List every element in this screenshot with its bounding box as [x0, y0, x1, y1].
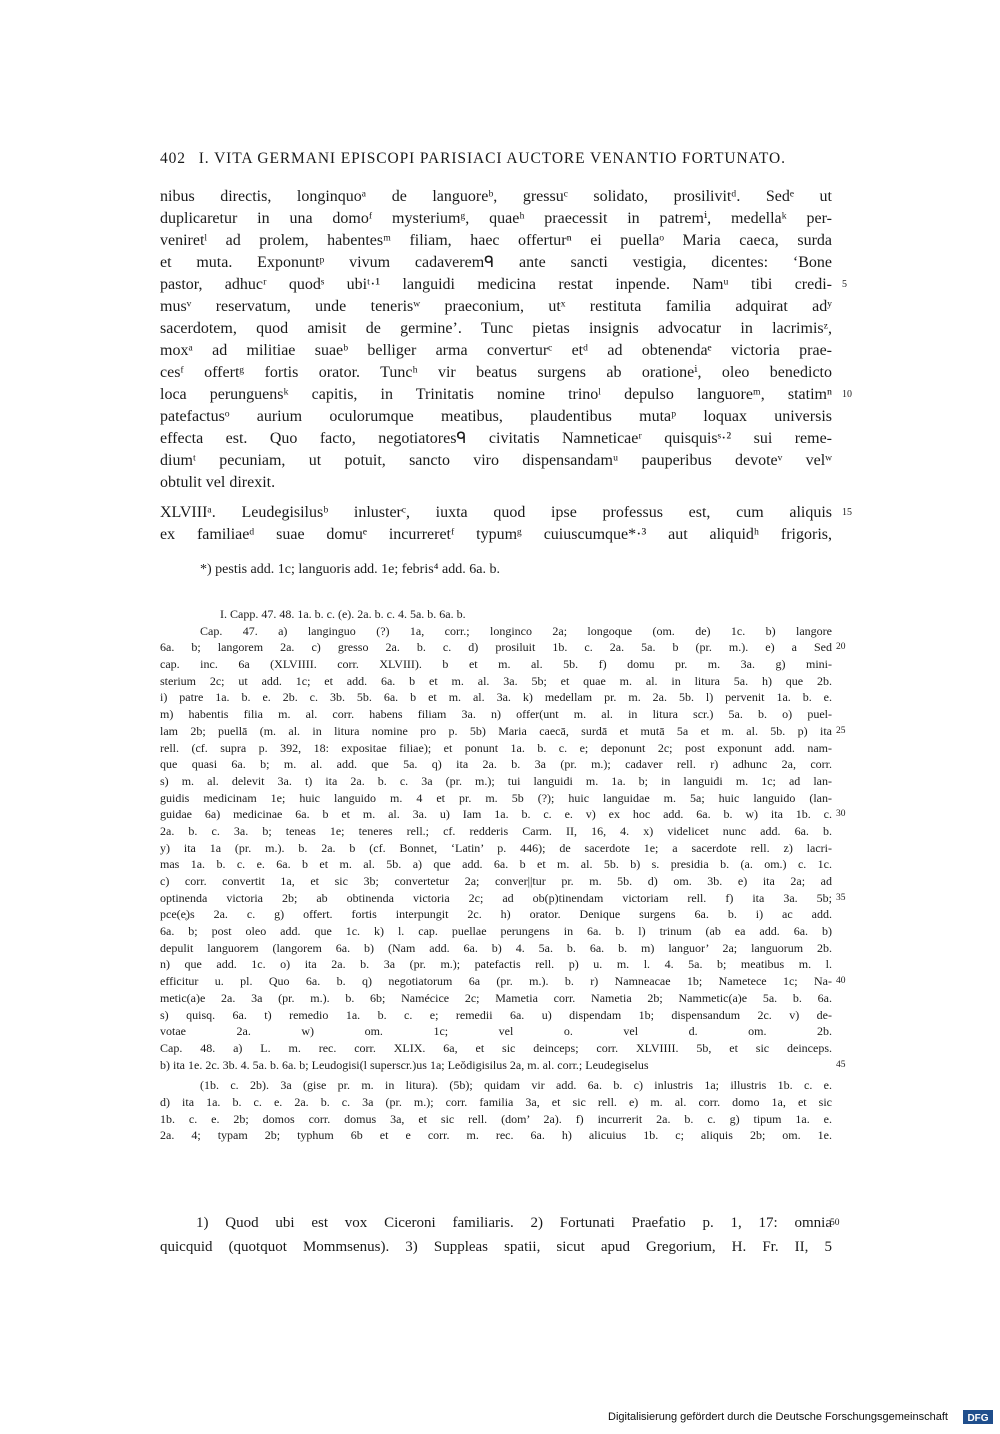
line-number: 15	[842, 507, 852, 518]
line-text: veniretˡ ad prolem, habentesᵐ filiam, haec offerturⁿ ei puellaᵒ Maria caeca, surda	[160, 232, 832, 249]
line-text: cap. inc. 6a (XLVIIII. corr. XLVIII). b et m. al. 5b. f) domu pr. m. 3a. g) mini-	[160, 657, 832, 672]
apparatus-line	[160, 806, 846, 823]
text-line	[160, 362, 832, 384]
apparatus-line	[160, 606, 832, 623]
apparatus-line	[160, 639, 846, 656]
text-line	[160, 384, 852, 406]
line-text: depulit languorem (langorem 6a. b) (Nam add. 6a. b) 4. 5a. b. 6a. b. m) languor’ 2a; languorum 2b.	[160, 940, 832, 955]
line-text: que quasi 6a. b; m. al. add. que 5a. q) ita 2a. b. 3a (pr. m.); cadaver rell. r) adhunc 2a, corr.	[160, 757, 832, 772]
apparatus-line	[160, 740, 832, 757]
line-text: 1) Quod ubi est vox Ciceroni familiaris. 2) Fortunati Praefatio p. 1, 17: omnia	[196, 1215, 832, 1231]
text-line	[160, 472, 832, 494]
line-text: pce(e̜)s 2a. c. g) offert. fortis interpungit 2c. h) orator. Denique surgens 6a. b. i) ac add.	[160, 907, 832, 922]
line-text: lam 2b; puellā (m. al. in litura nomine pro p. 5b) Maria caecā, surdā et mutā 5a et m. al. 5b. p) ita	[160, 723, 832, 738]
line-text: 2a. 4; typam 2b; typhum 6b et e corr. m. rec. 6a. h) alicuius 1b. c; aliquis 2b; om. 1e.	[160, 1128, 832, 1143]
line-text: mas 1a. b. c. e. 6a. b et m. al. 5b. a) que add. 6a. b et m. al. 5b. b) s. presidia b. (a. om.) c. 1c.	[160, 857, 832, 872]
line-number: 45	[836, 1059, 846, 1070]
apparatus-line	[160, 773, 832, 790]
funding-credit: Digitalisierung gefördert durch die Deutsche Forschungsgemeinschaft	[608, 1411, 948, 1423]
apparatus-line	[160, 1007, 832, 1024]
line-number: 20	[836, 642, 846, 653]
line-number: 10	[842, 389, 852, 400]
apparatus-line	[160, 973, 846, 990]
line-text: loca perunguensᵏ capitis, in Trinitatis nomine trinoˡ depulso languoreᵐ, statimⁿ	[160, 386, 832, 403]
apparatus-line	[160, 890, 846, 907]
chapter-start-line	[160, 502, 852, 524]
line-text: musᵛ reservatum, unde tenerisʷ praeconium, utˣ restituta familia adquirat adʸ	[160, 298, 832, 315]
apparatus-line	[160, 906, 832, 923]
text-line	[160, 318, 832, 340]
apparatus-line	[160, 1077, 832, 1094]
line-text: y) ita 1a (pr. m.). b. 2a. b (cf. Bonnet, ‘Latin’ p. 446); de sacerdote 1e; a sacerdote rell. z) lacri-	[160, 840, 832, 855]
line-text: diumᵗ pecuniam, ut potuit, sancto viro dispensandamᵘ pauperibus devoteᵛ velʷ	[160, 452, 832, 469]
line-text: guidae 6a) medicinae 6a. b et m. al. 3a. u) Iam 1a. b. c. e. v) ex hoc add. 6a. b. w) ita 1b. c.	[160, 807, 832, 822]
line-text: 2a. b. c. 3a. b; teneas 1e; teneres rell.; cf. redderis Carm. II, 16, 4. x) videlicet nunc add. 6a. b.	[160, 823, 832, 838]
apparatus-line	[160, 706, 832, 723]
line-text: ex familiaeᵈ suae domuᵉ incurreretᶠ typumᵍ cuiuscumque*·³ aut aliquidʰ frigoris,	[160, 526, 832, 543]
text-line	[160, 428, 832, 450]
text-line	[160, 296, 832, 318]
line-text: (1b. c. 2b). 3a (gise pr. m. in litura). (5b); quidam vir add. 6a. b. c) inlustris 1a; illustris 1b. c. e.	[200, 1078, 832, 1093]
line-text: rell. (cf. supra p. 392, 18: expositae filiae); et ponunt 1a. b. c. e; deponunt 2c; post exponunt add. nam-	[160, 740, 832, 755]
apparatus-line	[160, 1057, 846, 1074]
line-text: sacerdotem, quod amisit de germine’. Tunc pietas insignis advocatur in lacrimisᶻ,	[160, 320, 832, 337]
apparatus-line	[160, 840, 832, 857]
line-text: effecta est. Quo facto, negotiatoresᑫ civitatis Namneticaeʳ quisquisˢ·² sui reme-	[160, 430, 832, 447]
line-text: 1b. c. e. 2b; domos corr. domus 3a, et sic rell. (dom’ 2a). f) incurrerit 2a. b. c. g) tipum 1a. e.	[160, 1111, 832, 1126]
line-text: 6a. b; langorem 2a. c) gresso 2a. b. c. d) prosiluit 1b. c. 2a. 5a. b (pr. m.). e) a Sed	[160, 640, 832, 655]
line-text: duplicaretur in una domoᶠ mysteriumᵍ, quaeʰ praecessit in patremⁱ, medellaᵏ per-	[160, 210, 832, 227]
footnote-line	[160, 1235, 832, 1259]
apparatus-line	[160, 823, 832, 840]
line-text: efficitur u. pl. Quo 6a. b. q) negotiatorum 6a (pr. m.). b. r) Namneacae 1b; Nametece 1c; Na-	[160, 974, 832, 989]
line-text: pastor, adhucʳ quodˢ ubiᵗ·¹ languidi medicina restat inpende. Namᵘ tibi credi-	[160, 276, 832, 293]
line-text: quicquid (quotquot Mommsenus). 3) Suppleas spatii, sicut apud Gregorium, H. Fr. II, 5	[160, 1239, 832, 1255]
line-text: votae 2a. w) om. 1c; vel o. vel d. om. 2b.	[160, 1024, 832, 1039]
text-line	[160, 186, 832, 208]
text-line	[160, 252, 832, 274]
line-text: m) habentis filia m. al. corr. habens filiam 3a. n) offer(unt m. al. in litura scr.) 5a. b. o) puel-	[160, 707, 832, 722]
apparatus-line	[160, 689, 832, 706]
apparatus-line	[160, 1127, 832, 1144]
page-number: 402	[160, 150, 186, 167]
line-text: n) que add. 1c. o) ita 2a. b. 3a (pr. m.); patefactis rell. p) u. m. l. 4. 5a. b; meatibus m. l.	[160, 957, 832, 972]
line-text: I. Capp. 47. 48. 1a. b. c. (e). 2a. b. c. 4. 5a. b. 6a. b.	[220, 607, 466, 621]
apparatus-line	[160, 956, 832, 973]
line-text: s) m. al. delevit 3a. t) ita 2a. b. c. 3a (pr. m.); tui languidi m. 1a. b; in languidi m. 1c; ad lan-	[160, 773, 832, 788]
line-text: cesᶠ offertᵍ fortis orator. Tuncʰ vir beatus surgens ab orationeⁱ, oleo benedicto	[160, 364, 832, 381]
dfg-logo-icon	[963, 1410, 993, 1424]
line-text: et muta. Exponuntᵖ vivum cadaveremᑫ ante sancti vestigia, dicentes: ‘Bone	[160, 254, 832, 271]
apparatus-line	[160, 1161, 832, 1178]
running-header	[160, 150, 840, 168]
apparatus-line	[160, 1040, 832, 1057]
line-text: Cap. 48. a) L. m. rec. corr. XLIX. 6a, et sic deinceps; corr. XLVIIII. 5b, et sic deinceps.	[160, 1040, 832, 1055]
footnote-line	[160, 1211, 840, 1235]
apparatus-line	[160, 1111, 832, 1128]
line-number: 40	[836, 976, 846, 987]
svg-text:DFG: DFG	[967, 1413, 989, 1424]
apparatus-line	[160, 623, 832, 640]
apparatus-line	[160, 1023, 832, 1040]
text-line	[160, 406, 832, 428]
apparatus-line	[160, 856, 832, 873]
text-line	[160, 340, 832, 362]
text-line	[160, 274, 847, 296]
apparatus-line	[160, 656, 832, 673]
line-text: obtulit vel direxit.	[160, 474, 276, 491]
line-text: i) patre 1a. b. e. 2b. c. 3b. 5b. 6a. b et m. al. 3a. k) medellam pr. m. 2a. 5b. l) pervenit 1a. b. e.	[160, 690, 832, 705]
line-text: 6a. b; post oleo add. que 1c. k) l. cap. puellae perungens in 6a. b. l) trinum (ab ea add. 6a. b)	[160, 924, 832, 939]
text-line	[160, 524, 832, 546]
apparatus-line	[160, 990, 832, 1007]
footnote-addition: *) pestis add. 1c; languoris add. 1e; febris⁴ add. 6a. b.	[200, 562, 500, 577]
apparatus-line	[160, 923, 832, 940]
apparatus-line	[160, 940, 832, 957]
line-number: 30	[836, 809, 846, 820]
line-number: 25	[836, 725, 846, 736]
line-text: nibus directis, longinquoᵃ de languoreᵇ, gressuᶜ solidato, prosilivitᵈ. Sedᵉ ut	[160, 188, 832, 205]
footnotes	[160, 1211, 840, 1259]
running-title: I. VITA GERMANI EPISCOPI PARISIACI AUCTORE VENANTIO FORTUNATO.	[198, 150, 786, 167]
line-text: XLVIIIᵃ. Leudegisilusᵇ inlusterᶜ, iuxta quod ipse professus est, cum aliquis	[160, 504, 832, 521]
apparatus-line	[160, 756, 832, 773]
line-number: 50	[830, 1218, 840, 1228]
apparatus-line	[160, 673, 832, 690]
line-text: sterium 2c; ut add. 1c; et add. 6a. b et m. al. 3a. 5b; et quae m. al. in litura 5a. h) que 2b.	[160, 673, 832, 688]
line-text: d) ita 1a. b. c. e. 2a. b. c. 3a (pr. m.); corr. familia 3a, et sic rell. e) m. al. corr. domo 1a, et sic	[160, 1094, 832, 1109]
text-line	[160, 208, 832, 230]
apparatus-line	[160, 873, 832, 890]
line-text: optinenda victoria 2b; ab obtinenda victoria 2c; ad ob(p)tinendam victoriam rell. f) ita 3a. 5b;	[160, 890, 832, 905]
line-text: s) quisq. 6a. t) remedio 1a. b. c. e; remedii 6a. u) dispendam 1b; dispensandum 2c. v) de-	[160, 1007, 832, 1022]
text-line	[160, 230, 832, 252]
line-text: c) corr. convertit 1a, et sic 3b; convertetur 2a; conver||tur pr. m. 5b. d) om. 3b. e) ita 2a; ad	[160, 874, 832, 888]
critical-apparatus	[160, 606, 846, 1177]
apparatus-line	[160, 723, 846, 740]
line-text: moxᵃ ad militiae suaeᵇ belliger arma converturᶜ etᵈ ad obtenendaᵉ victoria prae-	[160, 342, 832, 359]
apparatus-line	[160, 1094, 832, 1111]
line-text: b) ita 1e. 2c. 3b. 4. 5a. b. 6a. b; Leudogisi(l superscr.)us 1a; Leŏdigisilus 2a, m. al. corr.; Leudegiselus	[160, 1057, 649, 1072]
line-number: 35	[836, 892, 846, 903]
line-text: Cap. 47. a) langinguo (?) 1a, corr.; longinco 2a; longoque (om. de) 1c. b) langore	[200, 623, 832, 638]
text-line	[160, 450, 832, 472]
line-text: guidis medicinam 1e; huic languido m. 4 et pr. m. 5b (?); huic languidae m. 5a; huic languido (lan-	[160, 790, 832, 805]
main-text	[160, 186, 852, 546]
apparatus-line	[160, 790, 832, 807]
line-text: metic(a)e 2a. 3a (pr. m.). b. 6b; Namécice 2c; Mametia corr. Nametia 2b; Nammetic(a)e 5a. b. 6a.	[160, 990, 832, 1005]
line-number: 5	[842, 279, 847, 290]
line-text: patefactusᵒ aurium oculorumque meatibus, plaudentibus mutaᵖ loquax universis	[160, 408, 832, 425]
apparatus-line	[160, 1144, 832, 1161]
